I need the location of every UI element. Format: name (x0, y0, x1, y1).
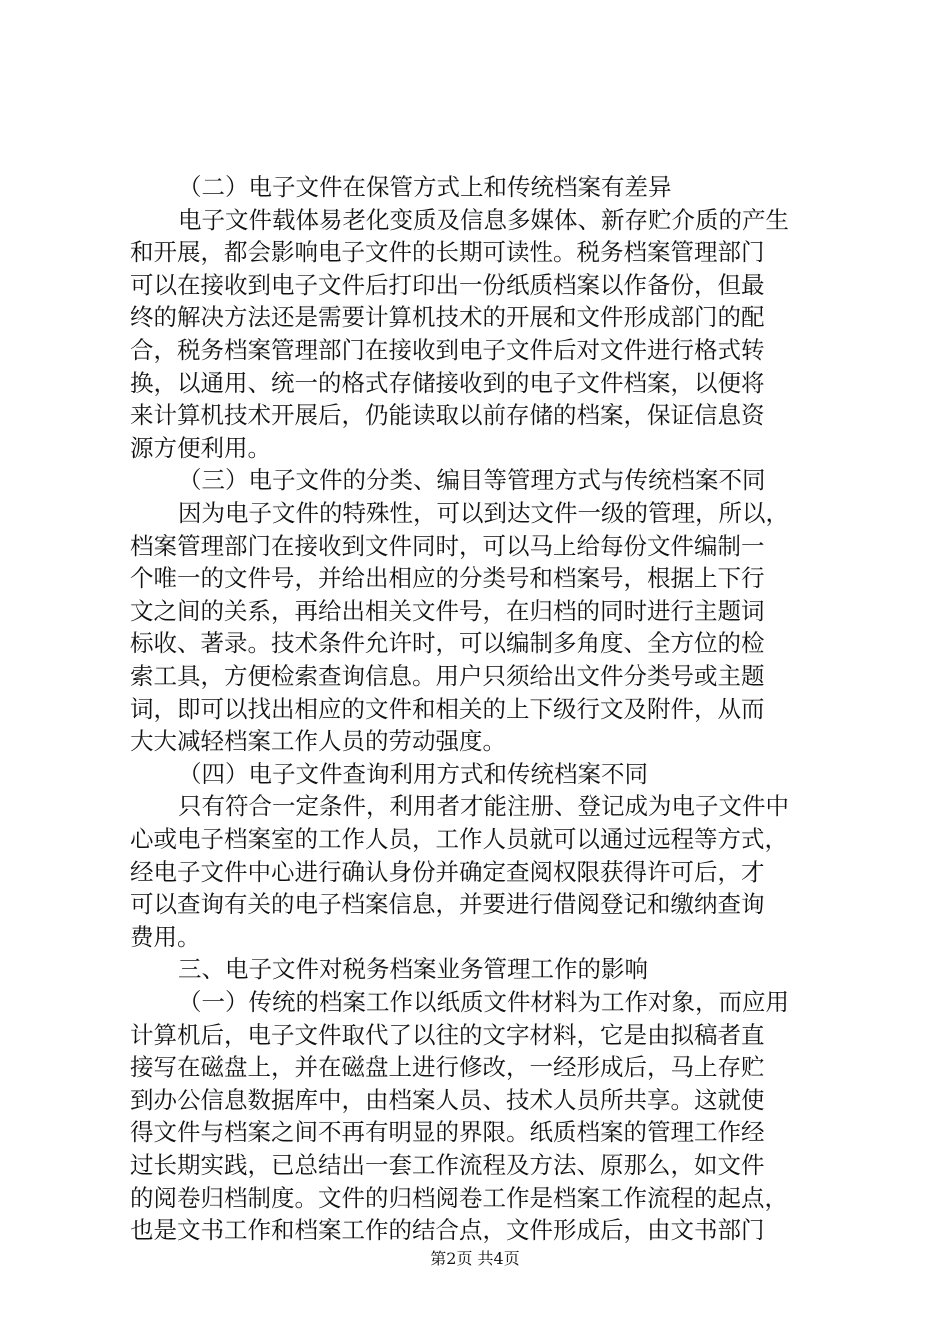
paragraph-line: 换，以通用、统一的格式存储接收到的电子文件档案，以便将 (130, 368, 765, 397)
paragraph-line: 大大减轻档案工作人员的劳动强度。 (130, 727, 506, 756)
paragraph-line: 可以查询有关的电子档案信息，并要进行借阅登记和缴纳查询 (130, 890, 765, 919)
paragraph-line: 接写在磁盘上，并在磁盘上进行修改，一经形成后，马上存贮 (130, 1053, 765, 1082)
paragraph-line-last: 也是文书工作和档案工作的结合点，文件形成后，由文书部门 (130, 1216, 765, 1245)
paragraph-line: 心或电子档案室的工作人员，工作人员就可以通过远程等方式， (130, 825, 788, 853)
paragraph-line: 经电子文件中心进行确认身份并确定查阅权限获得许可后，才 (130, 857, 765, 886)
paragraph-line: 终的解决方法还是需要计算机技术的开展和文件形成部门的配 (130, 303, 765, 332)
paragraph-line: 费用。 (130, 922, 201, 951)
paragraph-line: 标收、著录。技术条件允许时，可以编制多角度、全方位的检 (130, 629, 765, 658)
paragraph-line: 得文件与档案之间不再有明显的界限。纸质档案的管理工作经 (130, 1118, 765, 1147)
paragraph-line: 因为电子文件的特殊性，可以到达文件一级的管理，所以， (178, 499, 789, 527)
paragraph-line: 只有符合一定条件，利用者才能注册、登记成为电子文件中 (178, 792, 789, 821)
paragraph-line: 个唯一的文件号，并给出相应的分类号和档案号，根据上下行 (130, 564, 765, 593)
chapter-heading-3: 三、电子文件对税务档案业务管理工作的影响 (178, 955, 648, 984)
paragraph-line: 过长期实践，已总结出一套工作流程及方法、原那么，如文件 (130, 1151, 765, 1179)
paragraph-line: （一）传统的档案工作以纸质文件材料为工作对象，而应用 (178, 988, 789, 1016)
paragraph-line: 文之间的关系，再给出相关文件号，在归档的同时进行主题词 (130, 596, 765, 625)
paragraph-line: 词，即可以找出相应的文件和相关的上下级行文及附件，从而 (130, 694, 765, 723)
section-heading-3: （三）电子文件的分类、编目等管理方式与传统档案不同 (178, 466, 766, 495)
section-heading-4: （四）电子文件查询利用方式和传统档案不同 (178, 759, 648, 788)
page-number-footer: 第2页 共4页 (430, 1249, 520, 1268)
section-heading-2: （二）电子文件在保管方式上和传统档案有差异 (178, 173, 672, 201)
paragraph-line: 可以在接收到电子文件后打印出一份纸质档案以作备份，但最 (130, 270, 765, 299)
paragraph-line: 来计算机技术开展后，仍能读取以前存储的档案，保证信息资 (130, 401, 765, 430)
paragraph-line: 的阅卷归档制度。文件的归档阅卷工作是档案工作流程的起点， (130, 1183, 788, 1212)
paragraph-line: 和开展，都会影响电子文件的长期可读性。税务档案管理部门 (130, 238, 765, 267)
paragraph-line: 源方便利用。 (130, 433, 271, 462)
paragraph-line: 到办公信息数据库中，由档案人员、技术人员所共享。这就使 (130, 1085, 765, 1114)
paragraph-line: 档案管理部门在接收到文件同时，可以马上给每份文件编制一 (130, 531, 765, 560)
paragraph-line: 计算机后，电子文件取代了以往的文字材料，它是由拟稿者直 (130, 1020, 765, 1049)
paragraph-line: 电子文件载体易老化变质及信息多媒体、新存贮介质的产生 (178, 205, 789, 234)
paragraph-line: 索工具，方便检索查询信息。用户只须给出文件分类号或主题 (130, 662, 765, 690)
paragraph-line: 合，税务档案管理部门在接收到电子文件后对文件进行格式转 (130, 336, 765, 364)
